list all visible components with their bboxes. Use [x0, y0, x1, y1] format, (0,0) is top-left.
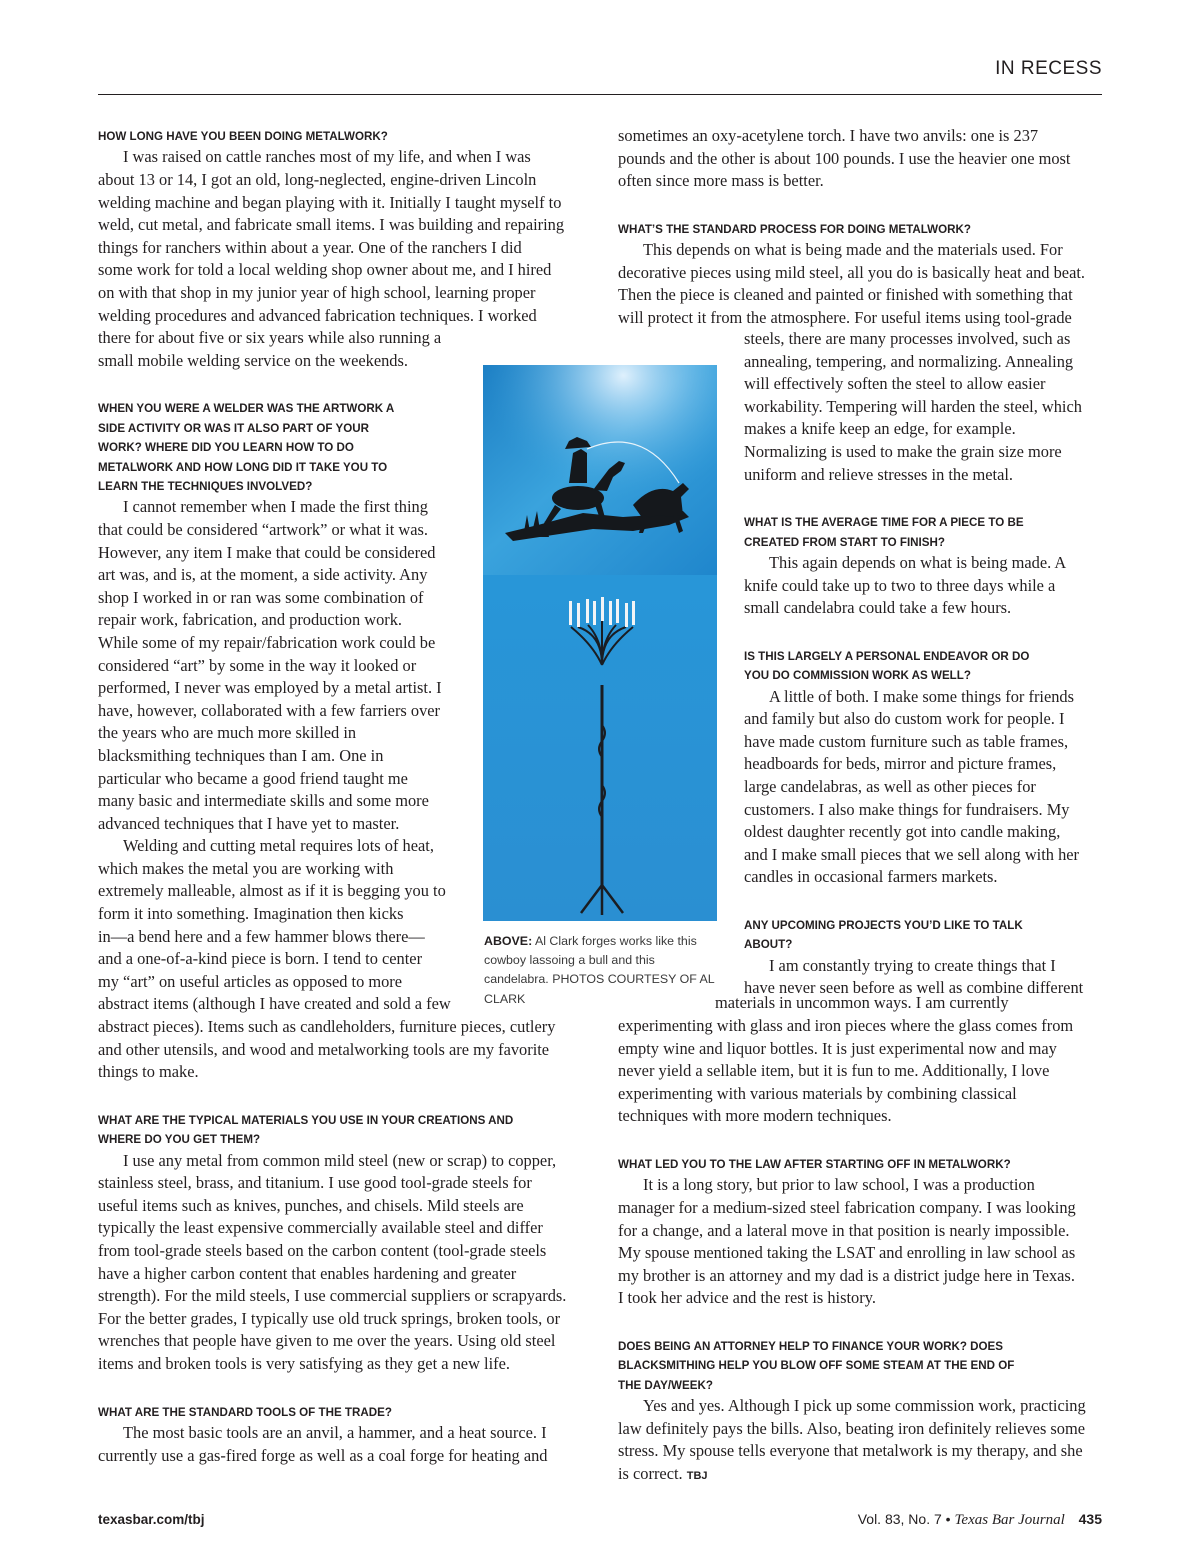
answer-paragraph: A little of both. I make some things for friends and family but also do custom work for people. I have made custom furniture such as table frames, headboards for beds, mirror and picture frames, large candelabras, as well as other pieces for customers. I also make things for fundraisers. My oldest daughter recently got into candle making, and I make small pieces that we sell along with her candles in occasional farmers markets.: [744, 686, 1079, 887]
question-heading: ANY UPCOMING PROJECTS YOU’D LIKE TO TALK ABOUT?: [744, 918, 1023, 952]
question-heading: WHAT’S THE STANDARD PROCESS FOR DOING METALWORK?: [618, 222, 971, 236]
end-mark: TBJ: [686, 1469, 708, 1482]
answer-paragraph: steels, there are many processes involved, such as annealing, tempering, and normalizing. Annealing will effectively soften the steel to allow easier workability. Tempering will harden the steel, which makes a knife keep an edge, for example. Normalizing is used to make the grain size more uniform and relieve stresses in the metal.: [744, 329, 1082, 484]
answer-paragraph: I am constantly trying to create things that I have never seen before as well as combine different: [744, 955, 1084, 998]
answer-paragraph: Welding and cutting metal requires lots of heat, which makes the metal you are working with extremely malleable, almost as if it is begging you to form it into something. Imagination then kicks in—a bend here and a few hammer blows there— and a one-of-a-kind piece is born. I tend to center my “art” on useful articles as opposed to more abstract items (although I have created and sold a few abstract pieces). Items such as candleholders, furniture pieces, cutlery and other utensils, and wood and metalworking tools are my favorite things to make.: [98, 836, 556, 1082]
answer-paragraph: This depends on what is being made and the materials used. For decorative pieces using mild steel, all you do is basically heat and beat. Then the piece is cleaned and painted or finished with something that will protect it from the atmosphere. For useful items using tool-grade: [618, 240, 1085, 327]
header-rule: [98, 94, 1102, 95]
section-label: IN RECESS: [995, 58, 1102, 79]
answer-paragraph: It is a long story, but prior to law school, I was a production manager for a medium-sized steel fabrication company. I was looking for a change, and a lateral move in that position is nearly impossible. My spouse mentioned taking the LSAT and enrolling in law school as my brother is an attorney and my dad is a district judge here in Texas. I took her advice and the rest is history.: [618, 1175, 1076, 1308]
question-heading: WHEN YOU WERE A WELDER WAS THE ARTWORK A SIDE ACTIVITY OR WAS IT ALSO PART OF YOUR WORK? WHERE DID YOU LEARN HOW TO DO METALWORK AND HOW LONG DID IT TAKE YOU TO LEARN THE TECHNIQUES INVOLVED?: [98, 402, 395, 493]
footer-bullet: •: [945, 1511, 951, 1527]
question-heading: WHAT LED YOU TO THE LAW AFTER STARTING OFF IN METALWORK?: [618, 1157, 1011, 1171]
answer-paragraph: I was raised on cattle ranches most of my life, and when I was about 13 or 14, I got an old, long-neglected, engine-driven Lincoln welding machine and began playing with it. Initially I taught myself to weld, cut metal, and fabricate small items. I was building and repairing things for ranchers within about a year. One of the ranchers I did some work for told a local welding shop owner about me, and I hired on with that shop in my junior year of high school, learning proper welding procedures and advanced fabrication techniques. I worked there for about five or six years while also running a small mobile welding service on the weekends.: [98, 147, 565, 370]
right-column-top: [618, 125, 1108, 330]
photo-cowboy-candelabra: [483, 365, 717, 921]
answer-paragraph: This again depends on what is being made. A knife could take up to two to three days while a small candelabra could take a few hours.: [744, 552, 1067, 618]
footer-journal: Texas Bar Journal: [954, 1512, 1065, 1528]
photo-caption: [484, 932, 718, 1009]
answer-paragraph: The most basic tools are an anvil, a hammer, and a heat source. I currently use a gas-fired forge as well as a coal forge for heating and: [98, 1422, 548, 1465]
question-heading: WHAT IS THE AVERAGE TIME FOR A PIECE TO BE CREATED FROM START TO FINISH?: [744, 516, 1024, 549]
question-heading: WHAT ARE THE TYPICAL MATERIALS YOU USE IN YOUR CREATIONS AND WHERE DO YOU GET THEM?: [98, 1113, 514, 1147]
page-number: 435: [1078, 1511, 1102, 1527]
right-column-narrow: [744, 328, 1104, 1000]
footer-volume: Vol. 83, No. 7: [857, 1511, 942, 1527]
photo-illustration: [483, 365, 717, 921]
footer-website[interactable]: texasbar.com/tbj: [98, 1512, 205, 1527]
answer-paragraph: experimenting with glass and iron pieces where the glass comes from empty wine and liquor bottles. It is just experimental now and may never yield a sellable item, but it is fun to me. Additionally, I love experimenting with various materials by combining classical techniques with more modern techniques.: [618, 1016, 1074, 1126]
answer-paragraph: Yes and yes. Although I pick up some commission work, practicing law definitely pays the bills. Also, beating iron definitely relieves some stress. My spouse tells everyone that metalwork is my therapy, and she is correct. TBJ: [618, 1396, 1086, 1483]
footer-issue-info: [858, 1511, 1102, 1529]
question-heading: WHAT ARE THE STANDARD TOOLS OF THE TRADE?: [98, 1405, 392, 1419]
right-column-wrap-line: materials in uncommon ways. I am currently: [715, 993, 1009, 1012]
right-column-bottom: [618, 1015, 1108, 1488]
answer-paragraph: I use any metal from common mild steel (new or scrap) to copper, stainless steel, brass, and titanium. I use good tool-grade steels for useful items such as knives, punches, and chisels. Mild steels are typically the least expensive commercially available steel and differ from tool-grade steels based on the carbon content (tool-grade steels have a higher carbon content that enables hardening and greater strength). For the mild steels, I use commercial suppliers or scrapyards. For the better grades, I typically use old truck springs, broken tools, or wrenches that people have given to me over the years. Using old steel items and broken tools is very satisfying as they get a new life.: [98, 1150, 567, 1373]
caption-label: ABOVE:: [484, 934, 533, 948]
answer-paragraph: sometimes an oxy-acetylene torch. I have two anvils: one is 237 pounds and the other is about 100 pounds. I use the heavier one most often since more mass is better.: [618, 126, 1071, 191]
answer-paragraph: I cannot remember when I made the first thing that could be considered “artwork” or what it was. However, any item I make that could be considered art was, and is, at the moment, a side activity. Any shop I worked in or ran was some combination of repair work, fabrication, and production work. While some of my repair/fabrication work could be considered “art” by some in the way it looked or performed, I never was employed by a metal artist. I have, however, collaborated with a few farriers over the years who are much more skilled in blacksmithing techniques than I am. One in particular who became a good friend taught me many basic and intermediate skills and some more advanced techniques that I have yet to master.: [98, 497, 442, 833]
question-heading: HOW LONG HAVE YOU BEEN DOING METALWORK?: [98, 130, 388, 143]
question-heading: IS THIS LARGELY A PERSONAL ENDEAVOR OR DO YOU DO COMMISSION WORK AS WELL?: [744, 649, 1030, 683]
question-heading: DOES BEING AN ATTORNEY HELP TO FINANCE YOUR WORK? DOES BLACKSMITHING HELP YOU BLOW OFF SOME STEAM AT THE END OF THE DAY/WEEK?: [618, 1339, 1015, 1392]
caption-text: Al Clark forges works like this cowboy lassoing a bull and this candelabra. PHOTOS COURTESY OF AL CLARK: [484, 934, 715, 1006]
